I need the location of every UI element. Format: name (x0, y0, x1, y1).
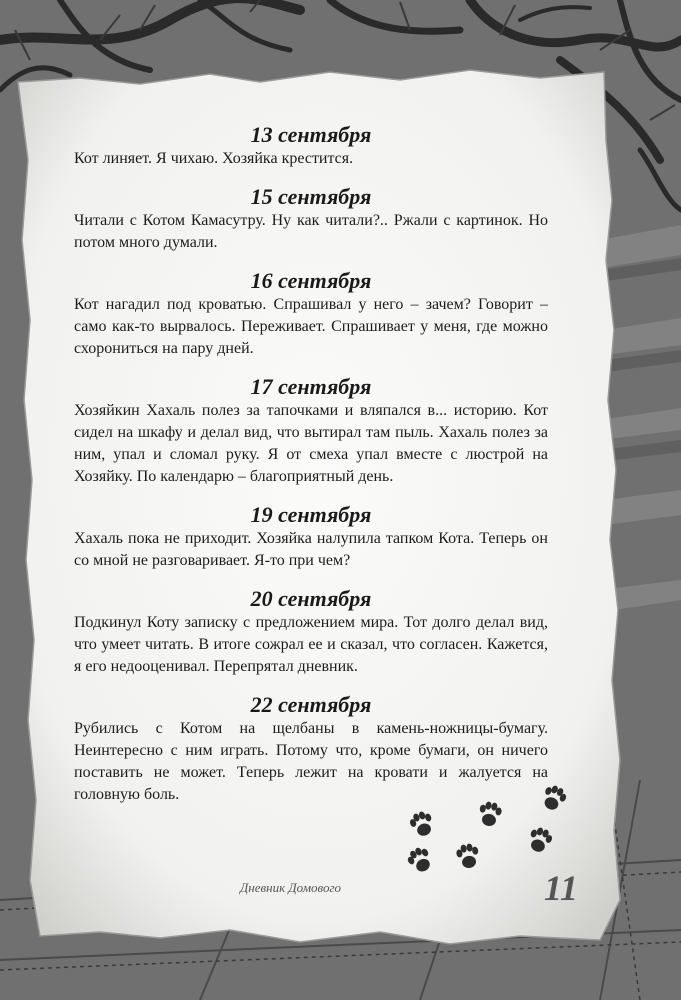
entry-text: Хозяйкин Хахаль полез за тапочками и вляпался в... историю. Кот сидел на шкафу и делал вид, что вытирал там пыль. Хахаль полез за ним, упал и сломал руку. Я от смеха упал вместе с люстрой на Хозяйку. По календарю – благоприятный день. (74, 402, 548, 485)
entry-date: 17 сентября (250, 374, 372, 399)
diary-content (74, 122, 548, 820)
paw-print-icon (455, 842, 481, 869)
entry-text: Подкинул Коту записку с предложением мира. Тот долго делал вид, что умеет читать. В итоге сожрал ее и сказал, что согласен. Кажется, я его недооценивал. Перепрятал дневник. (74, 614, 548, 675)
entry-text: Рубились с Котом на щелбаны в камень-ножницы-бумагу. Неинтересно с ним играть. Потому что, кроме бумаги, он ничего поставить не может. Теперь лежит на кровати и жалуется на головную боль. (74, 720, 548, 803)
paw-print-icon (408, 809, 437, 839)
diary-entry (74, 184, 548, 254)
diary-entry (74, 122, 548, 170)
page-number: 11 (544, 868, 579, 908)
entry-date: 16 сентября (250, 268, 372, 293)
diary-entry (74, 586, 548, 678)
paw-print-icon (477, 800, 503, 827)
entry-date: 15 сентября (250, 184, 372, 209)
book-title: Дневник Домового (240, 880, 342, 895)
paw-print-icon (526, 825, 555, 855)
entry-date: 19 сентября (250, 502, 372, 527)
diary-entry (74, 268, 548, 360)
diary-entry (74, 502, 548, 572)
entry-text: Читали с Котом Камасутру. Ну как читали?.. Ржали с картинок. Но потом много думали. (74, 212, 548, 251)
diary-entry (74, 374, 548, 488)
entry-text: Хахаль пока не приходит. Хозяйка налупила тапком Кота. Теперь он со мной не разговаривает. Я-то при чем? (74, 530, 548, 569)
paw-print-icon (404, 844, 435, 876)
entry-date: 20 сентября (250, 586, 372, 611)
entry-text: Кот нагадил под кроватью. Спрашивал у него – зачем? Говорит – само как-то вырвалось. Переживает. Спрашивает у меня, где можно схорониться на пару дней. (74, 296, 548, 357)
entry-text: Кот линяет. Я чихаю. Хозяйка крестится. (74, 150, 354, 167)
entry-date: 22 сентября (250, 692, 372, 717)
paw-print-icon (539, 782, 569, 813)
entry-date: 13 сентября (250, 122, 372, 147)
